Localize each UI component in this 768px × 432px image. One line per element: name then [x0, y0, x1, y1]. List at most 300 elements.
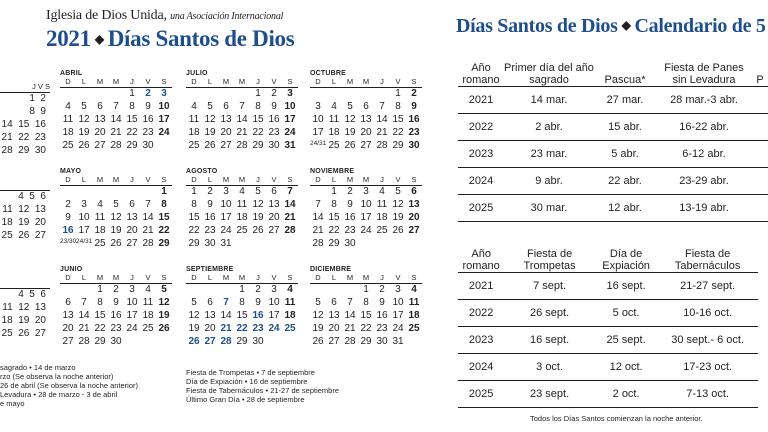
month-name: AGOSTO — [186, 168, 218, 175]
calendar-day: 5 — [255, 186, 261, 197]
calendar-day: 5 — [191, 297, 197, 308]
calendar-day: 25 — [408, 323, 420, 334]
week-row — [60, 284, 172, 297]
cropped-block-2 — [0, 191, 50, 243]
title-year: 2021 — [46, 26, 91, 51]
calendar-day: 23 — [408, 127, 420, 138]
calendar-day: 28 — [376, 140, 388, 151]
calendar-day: 23 — [344, 225, 356, 236]
weekday-label: M — [96, 77, 104, 86]
table-row — [458, 195, 768, 222]
calendar-day: 20 — [94, 127, 106, 138]
calendar-day: 10 — [268, 297, 280, 308]
calendar-day: 7 — [223, 297, 229, 308]
calendar-day: 13 — [126, 212, 138, 223]
weekday-header — [186, 273, 298, 284]
weekday-header — [60, 77, 172, 88]
weekday-label: S — [161, 77, 167, 86]
calendar-day: 25 — [376, 225, 388, 236]
weekday-label: J — [380, 273, 384, 282]
calendar-day: 5 — [347, 101, 353, 112]
calendar-day: 5 — [315, 297, 321, 308]
calendar-day: 13 — [94, 114, 106, 125]
calendar-day: 20 — [328, 323, 340, 334]
calendar-day: 14 — [284, 199, 296, 210]
week-row — [60, 336, 172, 349]
week-row — [60, 101, 172, 114]
calendar-day: 10 — [126, 297, 138, 308]
spring-holy-days-table — [458, 56, 768, 222]
calendar-day: 16 — [344, 212, 356, 223]
calendar-day: 9 — [255, 297, 261, 308]
calendar-day: 15 — [188, 212, 200, 223]
calendar-day: 26 — [110, 238, 122, 249]
week-row — [186, 88, 298, 101]
calendar-day: 18 — [142, 310, 154, 321]
table-header: Primer día del año sagrado — [504, 62, 594, 86]
weekday-label: L — [207, 77, 213, 86]
cropped-week-row — [0, 145, 50, 158]
calendar-day: 20 — [268, 212, 280, 223]
weekday-label: M — [238, 77, 246, 86]
calendar-day: 26 — [204, 140, 216, 151]
legend-holy-days — [186, 368, 339, 404]
calendar-day: 1 — [363, 284, 369, 295]
week-row — [310, 297, 422, 310]
week-row — [186, 238, 298, 251]
calendar-day: 28 — [312, 238, 324, 249]
calendar-day: 27 — [328, 336, 340, 347]
cropped-week-row — [0, 328, 50, 341]
week-row — [310, 101, 422, 114]
weekday-label: V — [395, 77, 401, 86]
table-cell: 2 abr. — [504, 114, 594, 141]
weekday-label: D — [191, 77, 197, 86]
calendar-day: 29 — [252, 140, 264, 151]
weekday-label: V — [145, 273, 151, 282]
week-row — [60, 297, 172, 310]
calendar-day: 29 — [392, 140, 404, 151]
weekday-label: M — [362, 273, 370, 282]
table-row — [458, 354, 758, 381]
calendar-day: 26 — [78, 140, 90, 151]
calendar-day: 14 — [344, 310, 356, 321]
cropped-dow-header-2 — [0, 180, 50, 191]
calendar-day: 4 — [65, 101, 71, 112]
calendar-day: 3 — [129, 284, 135, 295]
calendar-day: 17 — [220, 212, 232, 223]
calendar-day: 16 — [268, 114, 280, 125]
month-name: ABRIL — [60, 70, 83, 77]
table-cell: 2023 — [458, 327, 504, 354]
week-row — [60, 212, 172, 225]
weekday-label: D — [65, 175, 71, 184]
calendar-day: 28 — [220, 336, 232, 347]
calendar-day: 7 — [81, 297, 87, 308]
legend-line: Fiesta de Tabernáculos • 21-27 de septiembre — [186, 386, 339, 395]
calendar-day: 24 — [284, 127, 296, 138]
calendar-day: 28 — [236, 140, 248, 151]
weekday-label: L — [331, 77, 337, 86]
calendar-day: 11 — [376, 199, 388, 210]
cropped-week-row — [0, 106, 50, 119]
calendar-day: 22 — [126, 127, 138, 138]
weekday-label: J — [256, 175, 260, 184]
weekday-label: J — [130, 77, 134, 86]
calendar-day: 10 — [78, 212, 90, 223]
calendar-day: 10 — [220, 199, 232, 210]
calendar-day: 8 — [97, 297, 103, 308]
month-julio — [186, 70, 298, 153]
calendar-day: 4 — [379, 186, 385, 197]
week-row — [310, 284, 422, 297]
table-cell: 2025 — [458, 195, 504, 222]
week-row — [186, 186, 298, 199]
cropped-dow-header-3 — [0, 278, 50, 289]
table-row — [458, 141, 768, 168]
calendar-day: 23 — [142, 127, 154, 138]
calendar-day: 3 — [81, 199, 87, 210]
calendar-day: 19 — [344, 127, 356, 138]
calendar-day: 11 — [188, 114, 200, 125]
week-row — [186, 114, 298, 127]
weekday-label: S — [161, 273, 167, 282]
left-cropped-months — [0, 82, 50, 158]
cropped-week-days: 11 12 13 — [2, 302, 46, 313]
weekday-label: S — [411, 273, 417, 282]
calendar-day: 21 — [344, 323, 356, 334]
calendar-day: 18 — [328, 127, 340, 138]
legend-line: e mayo — [0, 399, 25, 408]
legend-line: Levadura • 28 de marzo - 3 de abril — [0, 390, 118, 399]
month-name: NOVIEMBRE — [310, 168, 355, 175]
weekday-label: D — [315, 77, 321, 86]
calendar-day: 29 — [126, 140, 138, 151]
calendar-day: 28 — [284, 225, 296, 236]
left-cropped-months-3 — [0, 278, 50, 341]
calendar-day: 1 — [331, 186, 337, 197]
weekday-label: L — [81, 175, 87, 184]
weekday-label: S — [287, 77, 293, 86]
calendar-day: 17 — [78, 225, 90, 236]
weekday-label: M — [238, 273, 246, 282]
calendar-day: 27 — [360, 140, 372, 151]
calendar-day: 4 — [411, 284, 417, 295]
week-row — [310, 127, 422, 140]
cropped-week-row — [0, 230, 50, 243]
calendar-day: 12 — [312, 310, 324, 321]
table-header: Fiesta de Tabernáculos — [674, 248, 741, 272]
calendar-day: 8 — [331, 199, 337, 210]
diamond-icon: ◆ — [94, 32, 104, 46]
weekday-header — [310, 175, 422, 186]
calendar-day: 7 — [379, 101, 385, 112]
calendar-day: 2 — [271, 88, 277, 99]
organization-name — [46, 8, 283, 24]
calendar-day: 19 — [204, 127, 216, 138]
calendar-day: 2 — [411, 88, 417, 99]
calendar-day: 31 — [284, 140, 296, 151]
calendar-day: 26 — [252, 225, 264, 236]
calendar-day: 15 — [158, 212, 170, 223]
calendar-day: 16 — [62, 225, 74, 236]
cropped-week-row — [0, 191, 50, 204]
calendar-day: 20 — [126, 225, 138, 236]
table-row — [458, 381, 758, 408]
calendar-day: 12 — [392, 199, 404, 210]
cropped-week-days: 4 5 6 — [18, 289, 46, 300]
calendar-day: 16 — [142, 114, 154, 125]
weekday-header — [60, 273, 172, 284]
month-name: SEPTIEMBRE — [186, 266, 234, 273]
calendar-day: 19 — [392, 212, 404, 223]
table-cell: 5 oct. — [595, 300, 657, 327]
week-row — [60, 186, 172, 199]
calendar-day: 6 — [411, 186, 417, 197]
calendar-day: 12 — [344, 114, 356, 125]
calendar-day: 7 — [113, 101, 119, 112]
table-cell: 2023 — [458, 141, 504, 168]
calendar-day: 20 — [62, 323, 74, 334]
week-row — [186, 225, 298, 238]
calendar-day: 22 — [94, 323, 106, 334]
calendar-day: 1 — [191, 186, 197, 197]
cropped-week-row — [0, 217, 50, 230]
weekday-label: J — [130, 273, 134, 282]
week-row — [310, 225, 422, 238]
calendar-day: 27 — [126, 238, 138, 249]
weekday-label: S — [287, 175, 293, 184]
week-row — [310, 140, 422, 153]
week-row — [186, 297, 298, 310]
calendar-day: 22 — [392, 127, 404, 138]
calendar-day: 15 — [236, 310, 248, 321]
calendar-day: 6 — [271, 186, 277, 197]
table-cell: 22 abr. — [594, 168, 656, 195]
calendar-day: 8 — [395, 101, 401, 112]
table-header: Año romano — [462, 248, 500, 272]
week-row — [310, 336, 422, 349]
calendar-day: 11 — [236, 199, 248, 210]
calendar-day: 24/31 — [76, 238, 93, 245]
calendar-day: 30 — [142, 140, 154, 151]
calendar-day: 18 — [188, 127, 200, 138]
weekday-label: J — [256, 273, 260, 282]
cropped-week-days: 18 19 20 — [1, 217, 46, 228]
weekday-label: M — [222, 77, 230, 86]
calendar-day: 26 — [392, 225, 404, 236]
week-row — [186, 310, 298, 323]
calendar-day: 17 — [126, 310, 138, 321]
calendar-day: 7 — [145, 199, 151, 210]
calendar-day: 21 — [312, 225, 324, 236]
month-name: OCTUBRE — [310, 70, 347, 77]
month-octubre — [310, 70, 422, 153]
month-agosto — [186, 168, 298, 251]
calendar-day: 29 — [94, 336, 106, 347]
calendar-day: 26 — [312, 336, 324, 347]
week-row — [310, 238, 422, 251]
calendar-day: 1 — [129, 88, 135, 99]
diamond-icon: ◆ — [621, 18, 631, 32]
calendar-day: 23 — [204, 225, 216, 236]
table-cell: 3 oct. — [504, 354, 595, 381]
table-cell: 2022 — [458, 300, 504, 327]
table-cell: 21-27 sept. — [657, 273, 758, 300]
calendar-day: 22 — [158, 225, 170, 236]
calendar-day: 21 — [220, 323, 232, 334]
cropped-week-row — [0, 204, 50, 217]
weekday-label: M — [96, 175, 104, 184]
cropped-week-days: 25 26 27 — [1, 230, 46, 241]
calendar-day: 31 — [392, 336, 404, 347]
calendar-day: 11 — [328, 114, 340, 125]
weekday-header — [310, 77, 422, 88]
calendar-day: 12 — [158, 297, 170, 308]
weekday-label: M — [112, 77, 120, 86]
calendar-day: 7 — [347, 297, 353, 308]
calendar-day: 15 — [360, 310, 372, 321]
calendar-day: 30 — [252, 336, 264, 347]
cropped-week-days: 11 12 13 — [2, 204, 46, 215]
table-cell: 27 mar. — [594, 87, 656, 114]
calendar-day: 6 — [363, 101, 369, 112]
weekday-label: D — [191, 273, 197, 282]
month-name: DICIEMBRE — [310, 266, 352, 273]
calendar-day: 4 — [331, 101, 337, 112]
right-panel-title — [456, 15, 766, 38]
cropped-week-days: 14 15 16 — [1, 119, 46, 130]
calendar-day: 21 — [142, 225, 154, 236]
cropped-week-row — [0, 289, 50, 302]
table-cell: 26 sept. — [504, 300, 595, 327]
calendar-day: 29 — [188, 238, 200, 249]
table-row — [458, 168, 768, 195]
cropped-week-row — [0, 132, 50, 145]
table-cell: 30 sept.- 6 oct. — [657, 327, 758, 354]
weekday-label: M — [222, 273, 230, 282]
calendar-day: 24/31 — [310, 140, 327, 147]
cropped-week-days: 1 2 — [29, 93, 46, 104]
calendar-day: 21 — [284, 212, 296, 223]
weekday-label: M — [112, 175, 120, 184]
weekday-label: D — [65, 77, 71, 86]
calendar-day: 18 — [408, 310, 420, 321]
calendar-day: 2 — [347, 186, 353, 197]
table-header: Pascua* — [604, 74, 646, 86]
week-row — [186, 323, 298, 336]
weekday-label: L — [207, 273, 213, 282]
calendar-day: 3 — [363, 186, 369, 197]
legend-line: rzo (Se observa la noche anterior) — [0, 372, 114, 381]
calendar-day: 5 — [161, 284, 167, 295]
table-cell: 7-13 oct. — [657, 381, 758, 408]
calendar-day: 7 — [287, 186, 293, 197]
table-cell: 23 mar. — [504, 141, 594, 168]
cropped-week-row — [0, 119, 50, 132]
left-cropped-months-2 — [0, 180, 50, 243]
org-tagline: una Asociación Internacional — [170, 11, 284, 22]
calendar-day: 17 — [158, 114, 170, 125]
weekday-label: L — [81, 273, 87, 282]
right-title-a: Días Santos de Dios — [456, 15, 618, 37]
calendar-day: 8 — [363, 297, 369, 308]
week-row — [186, 336, 298, 349]
weekday-header — [186, 175, 298, 186]
calendar-day: 19 — [252, 212, 264, 223]
calendar-day: 13 — [268, 199, 280, 210]
week-row — [310, 323, 422, 336]
calendar-day: 3 — [223, 186, 229, 197]
calendar-day: 23 — [110, 323, 122, 334]
calendar-day: 20 — [360, 127, 372, 138]
legend-line: sagrado • 14 de marzo — [0, 363, 76, 372]
week-row — [186, 284, 298, 297]
table-cell: 16 sept. — [504, 327, 595, 354]
calendar-day: 19 — [188, 323, 200, 334]
title-text: Días Santos de Dios — [107, 26, 295, 51]
weekday-label: M — [96, 273, 104, 282]
calendar-day: 16 — [408, 114, 420, 125]
calendar-day: 1 — [161, 186, 167, 197]
cropped-week-days: 18 19 20 — [1, 315, 46, 326]
calendar-day: 8 — [239, 297, 245, 308]
table-row — [458, 300, 758, 327]
calendar-day: 3 — [395, 284, 401, 295]
calendar-day: 6 — [331, 297, 337, 308]
calendar-day: 15 — [328, 212, 340, 223]
week-row — [186, 140, 298, 153]
weekday-label: S — [411, 77, 417, 86]
table-cell: 14 mar. — [504, 87, 594, 114]
calendar-day: 29 — [360, 336, 372, 347]
calendar-day: 17 — [268, 310, 280, 321]
table-cell — [752, 114, 768, 141]
calendar-day: 28 — [78, 336, 90, 347]
calendar-day: 17 — [284, 114, 296, 125]
calendar-day: 10 — [392, 297, 404, 308]
table-cell: 17-23 oct. — [657, 354, 758, 381]
table-cell: 6-12 abr. — [656, 141, 752, 168]
calendar-day: 6 — [223, 101, 229, 112]
weekday-label: V — [395, 273, 401, 282]
calendar-day: 23 — [268, 127, 280, 138]
calendar-day: 4 — [145, 284, 151, 295]
table-cell: 2024 — [458, 168, 504, 195]
weekday-header — [60, 175, 172, 186]
table-header: Año romano — [462, 62, 500, 86]
calendar-day: 27 — [268, 225, 280, 236]
calendar-day: 5 — [207, 101, 213, 112]
month-name: MAYO — [60, 168, 82, 175]
table-cell: 2024 — [458, 354, 504, 381]
weekday-label: M — [362, 77, 370, 86]
table-cell: 12 abr. — [594, 195, 656, 222]
calendar-day: 14 — [78, 310, 90, 321]
weekday-header — [186, 77, 298, 88]
calendar-day: 22 — [236, 323, 248, 334]
table-cell — [752, 87, 768, 114]
calendar-day: 21 — [78, 323, 90, 334]
table-cell: 12 oct. — [595, 354, 657, 381]
calendar-day: 1 — [395, 88, 401, 99]
calendar-day: 9 — [271, 101, 277, 112]
calendar-day: 20 — [408, 212, 420, 223]
legend-line: Fiesta de Trompetas • 7 de septiembre — [186, 368, 315, 377]
calendar-day: 30 — [344, 238, 356, 249]
calendar-day: 2 — [113, 284, 119, 295]
week-row — [60, 88, 172, 101]
